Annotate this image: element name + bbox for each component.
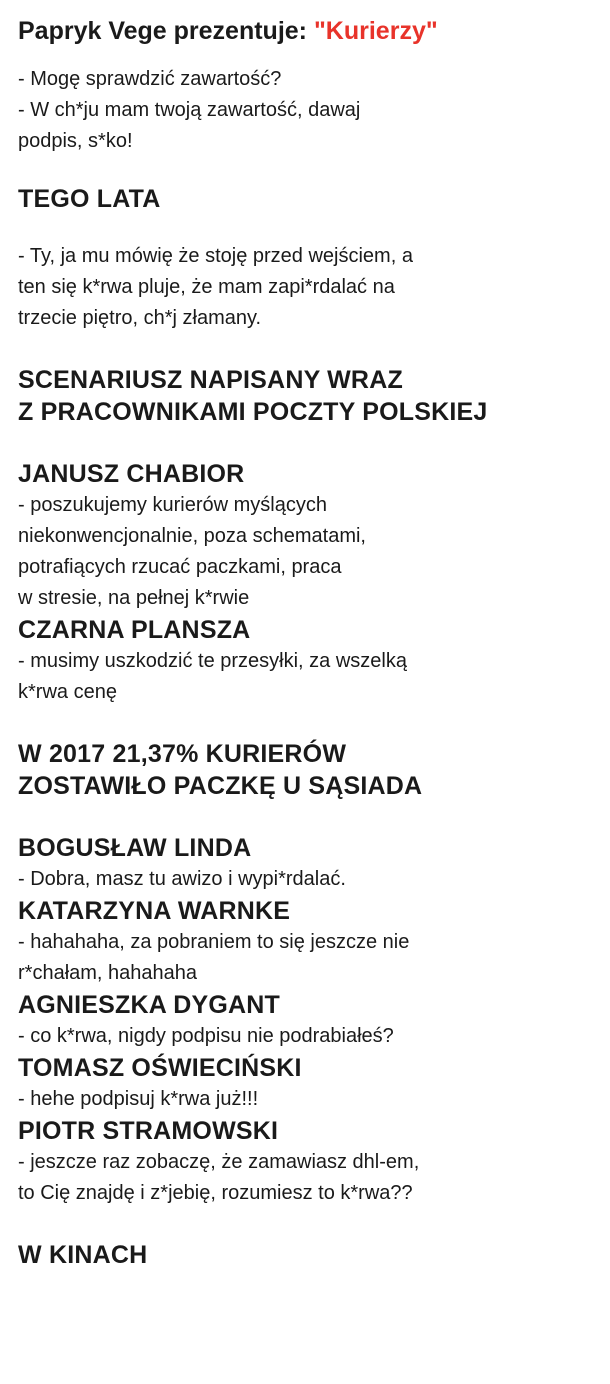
cast-quote-line: w stresie, na pełnej k*rwie [18, 587, 250, 609]
heading-scenariusz [18, 364, 592, 428]
cast-quote-line: k*rwa cenę [18, 681, 117, 703]
cast-quote-line: - jeszcze raz zobaczę, że zamawiasz dhl-em, [18, 1151, 420, 1173]
cast-quote-line: - hehe podpisuj k*rwa już!!! [18, 1088, 259, 1110]
title-film-name: "Kurierzy" [313, 17, 438, 45]
cast-quote-line: - co k*rwa, nigdy podpisu nie podrabiałeś? [18, 1025, 394, 1047]
cast-janusz [18, 458, 592, 614]
intro-dialogue [18, 64, 592, 157]
cast-quote-line: - poszukujemy kurierów myślących [18, 494, 327, 516]
heading-line: W 2017 21,37% KURIERÓW [18, 740, 347, 768]
cast-quote-line: niekonwencjonalnie, poza schematami, [18, 525, 366, 547]
cast-name: PIOTR STRAMOWSKI [18, 1117, 279, 1145]
page-title [18, 14, 592, 48]
cast-oswiecinski [18, 1052, 592, 1115]
cast-name: CZARNA PLANSZA [18, 616, 251, 644]
dialogue-line: podpis, s*ko! [18, 130, 133, 152]
cast-quote-line: - musimy uszkodzić te przesyłki, za wszelką [18, 650, 407, 672]
cast-stramowski [18, 1115, 592, 1209]
title-prefix: Papryk Vege prezentuje: [18, 17, 314, 45]
cast-quote-line: - hahahaha, za pobraniem to się jeszcze nie [18, 931, 410, 953]
cast-quote-line: to Cię znajdę i z*jebię, rozumiesz to k*rwa?? [18, 1182, 413, 1204]
dialogue-line: ten się k*rwa pluje, że mam zapi*rdalać na [18, 276, 395, 298]
cast-name: JANUSZ CHABIOR [18, 460, 245, 488]
cast-quote-line: potrafiących rzucać paczkami, praca [18, 556, 342, 578]
cast-quote-line: - Dobra, masz tu awizo i wypi*rdalać. [18, 868, 346, 890]
cast-name: KATARZYNA WARNKE [18, 897, 291, 925]
cast-warnke [18, 895, 592, 989]
cast-name: TOMASZ OŚWIECIŃSKI [18, 1054, 302, 1082]
cast-name: BOGUSŁAW LINDA [18, 834, 252, 862]
heading-line: Z PRACOWNIKAMI POCZTY POLSKIEJ [18, 398, 488, 426]
cast-dygant [18, 989, 592, 1052]
heading-tego-lata: TEGO LATA [18, 185, 161, 213]
dialogue-line: - Ty, ja mu mówię że stoję przed wejściem, a [18, 245, 413, 267]
cast-linda [18, 832, 592, 895]
cast-name: AGNIESZKA DYGANT [18, 991, 281, 1019]
cast-plansza [18, 614, 592, 708]
heading-stat [18, 738, 592, 802]
heading-line: SCENARIUSZ NAPISANY WRAZ [18, 366, 403, 394]
quote-block [18, 241, 592, 334]
heading-w-kinach: W KINACH [18, 1241, 148, 1269]
dialogue-line: - Mogę sprawdzić zawartość? [18, 68, 282, 90]
cast-quote-line: r*chałam, hahahaha [18, 962, 198, 984]
dialogue-line: - W ch*ju mam twoją zawartość, dawaj [18, 99, 361, 121]
heading-line: ZOSTAWIŁO PACZKĘ U SĄSIADA [18, 772, 423, 800]
dialogue-line: trzecie piętro, ch*j złamany. [18, 307, 262, 329]
